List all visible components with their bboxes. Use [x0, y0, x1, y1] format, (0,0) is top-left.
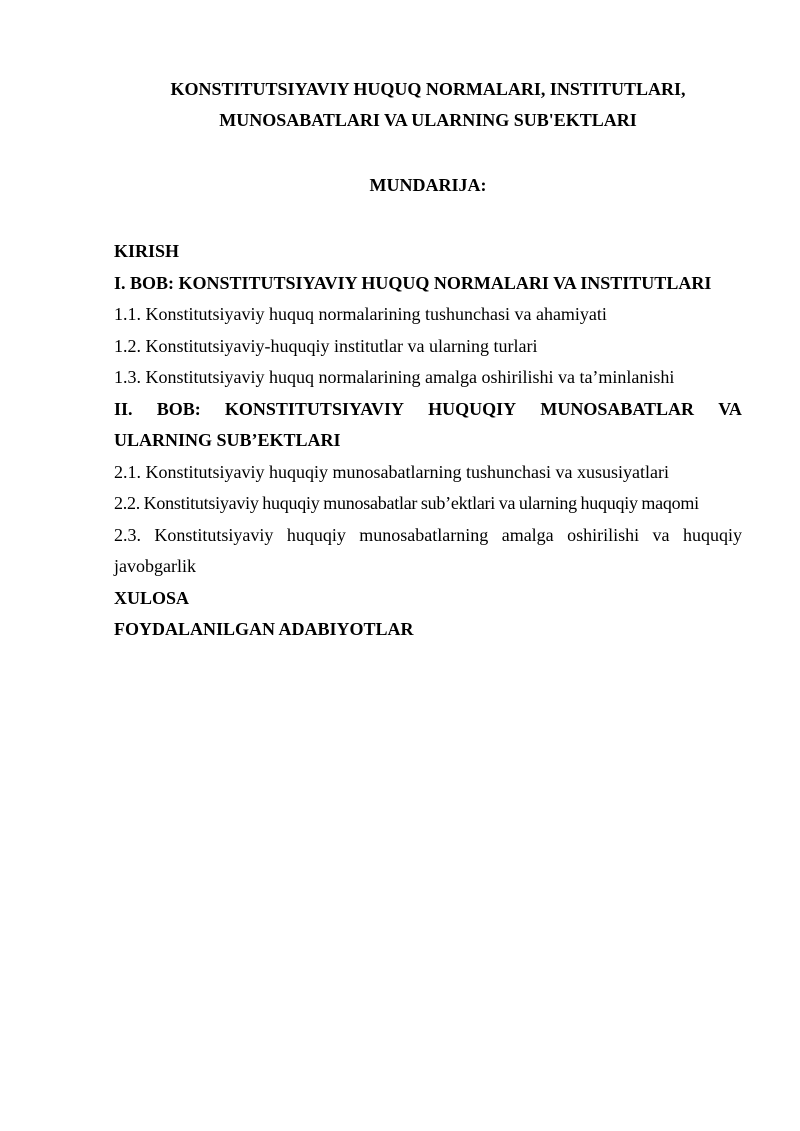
toc-section-2-3-word: va	[652, 524, 670, 545]
toc-section-2-2: 2.2. Konstitutsiyaviy huquqiy munosabatlar sub’ektlari va ularning huquqiy maqomi	[114, 493, 699, 513]
toc-section-2-3-word: Konstitutsiyaviy	[154, 524, 274, 545]
contents-heading: MUNDARIJA:	[369, 175, 487, 195]
toc-section-2-3-word: huquqiy	[286, 524, 346, 545]
toc-conclusion: XULOSA	[114, 587, 190, 608]
title-line-1: KONSTITUTSIYAVIY HUQUQ NORMALARI, INSTITUTLARI,	[170, 79, 686, 99]
toc-section-1-1: 1.1. Konstitutsiyaviy huquq normalarining tushunchasi va ahamiyati	[114, 304, 607, 324]
toc-section-1-3: 1.3. Konstitutsiyaviy huquq normalarining amalga oshirilishi va ta’minlanishi	[114, 367, 675, 387]
toc-chapter-2-line-1	[114, 394, 742, 426]
toc-chapter-2-line-2: ULARNING SUB’EKTLARI	[114, 430, 341, 450]
toc-chapter-2-word: KONSTITUTSIYAVIY	[224, 398, 404, 419]
toc-section-1-2: 1.2. Konstitutsiyaviy-huquqiy institutlar va ularning turlari	[114, 335, 538, 356]
toc-section-2-3-line-2: javobgarlik	[114, 556, 196, 576]
toc-section-2-3-word: 2.3.	[114, 524, 141, 545]
toc-chapter-2-word: VA	[718, 398, 742, 419]
toc-references: FOYDALANILGAN ADABIYOTLAR	[114, 619, 414, 639]
toc-chapter-2	[114, 394, 742, 457]
table-of-contents	[114, 236, 742, 646]
toc-section-2-3-word: oshirilishi	[567, 524, 640, 545]
toc-chapter-1: I. BOB: KONSTITUTSIYAVIY HUQUQ NORMALARI VA INSTITUTLARI	[114, 272, 712, 293]
toc-chapter-2-word: II.	[114, 398, 133, 419]
toc-intro: KIRISH	[114, 241, 180, 261]
toc-section-2-3-line-1	[114, 520, 742, 552]
toc-section-2-3-word: amalga	[501, 524, 554, 545]
toc-section-2-3	[114, 520, 742, 583]
toc-chapter-2-word: BOB:	[156, 398, 201, 419]
toc-section-2-1: 2.1. Konstitutsiyaviy huquqiy munosabatlarning tushunchasi va xususiyatlari	[114, 461, 669, 482]
document-title	[114, 74, 742, 136]
toc-chapter-2-word: HUQUQIY	[428, 398, 517, 419]
toc-section-2-3-word: huquqiy	[682, 524, 742, 545]
toc-chapter-2-word: MUNOSABATLAR	[540, 398, 695, 419]
title-line-2: MUNOSABATLARI VA ULARNING SUB'EKTLARI	[219, 110, 637, 130]
toc-section-2-3-word: munosabatlarning	[359, 524, 489, 545]
